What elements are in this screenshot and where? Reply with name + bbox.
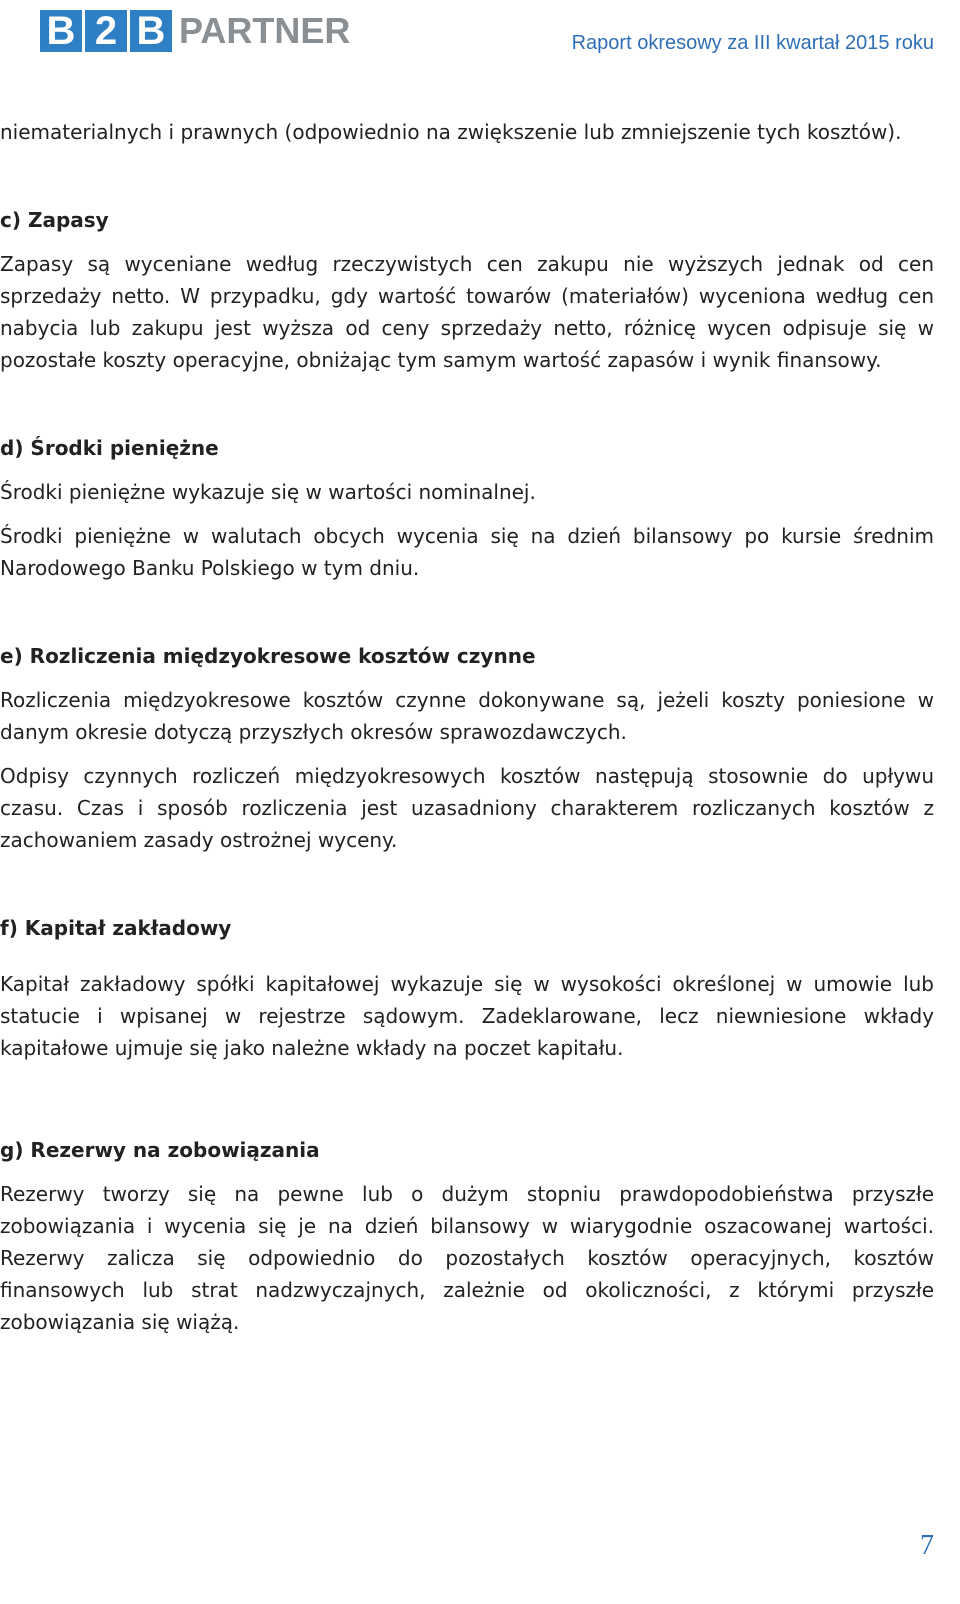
page-number: 7 — [920, 1530, 934, 1561]
section-e-paragraph-2: Odpisy czynnych rozliczeń międzyokresowych kosztów następują stosownie do upływu czasu. Czas i sposób rozliczenia jest uzasadniony charakterem rozliczanych kosztów z zachowaniem zasady ostrożnej wyceny. — [0, 764, 934, 852]
section-e-paragraph-1: Rozliczenia międzyokresowe kosztów czynne dokonywane są, jeżeli koszty poniesione w danym okresie dotyczą przyszłych okresów sprawozdawczych. — [0, 688, 934, 744]
logo-word: PARTNER — [179, 10, 351, 51]
section-d-paragraph-2: Środki pieniężne w walutach obcych wycenia się na dzień bilansowy po kursie średnim Narodowego Banku Polskiego w tym dniu. — [0, 524, 934, 580]
logo-letter-b-second: B — [130, 10, 172, 52]
document-body — [0, 116, 934, 1338]
logo-letter-b: B — [40, 10, 82, 52]
logo-digit-2: 2 — [85, 10, 127, 52]
section-c-heading: c) Zapasy — [0, 208, 109, 232]
section-c-paragraph-1: Zapasy są wyceniane według rzeczywistych cen zakupu nie wyższych jednak od cen sprzedaży netto. W przypadku, gdy wartość towarów (materiałów) wyceniona według cen nabycia lub zakupu jest wyższa od ceny sprzedaży netto, różnicę wycen odpisuje się w pozostałe koszty operacyjne, obniżając tym samym wartość zapasów i wynik finansowy. — [0, 252, 934, 372]
section-e-heading: e) Rozliczenia międzyokresowe kosztów czynne — [0, 644, 536, 668]
section-g-paragraph-1: Rezerwy tworzy się na pewne lub o dużym stopniu prawdopodobieństwa przyszłe zobowiązania i wycenia się je na dzień bilansowy w wiarygodnie oszacowanej wartości. Rezerwy zalicza się odpowiednio do pozostałych kosztów operacyjnych, kosztów finansowych lub strat nadzwyczajnych, zależnie od okoliczności, z którymi przyszłe zobowiązania się wiążą. — [0, 1182, 934, 1334]
section-d-paragraph-1: Środki pieniężne wykazuje się w wartości nominalnej. — [0, 480, 536, 504]
section-f-heading: f) Kapitał zakładowy — [0, 916, 232, 940]
intro-paragraph: niematerialnych i prawnych (odpowiednio na zwiększenie lub zmniejszenie tych kosztów). — [0, 120, 902, 144]
report-title: Raport okresowy za III kwartał 2015 roku — [571, 32, 934, 54]
section-d-heading: d) Środki pieniężne — [0, 436, 219, 460]
section-f-paragraph-1: Kapitał zakładowy spółki kapitałowej wykazuje się w wysokości określonej w umowie lub statucie i wpisanej w rejestrze sądowym. Zadeklarowane, lecz niewniesione wkłady kapitałowe ujmuje się jako należne wkłady na poczet kapitału. — [0, 972, 934, 1060]
b2bpartner-logo — [40, 8, 350, 54]
page-header — [0, 0, 960, 80]
section-g-heading: g) Rezerwy na zobowiązania — [0, 1138, 320, 1162]
